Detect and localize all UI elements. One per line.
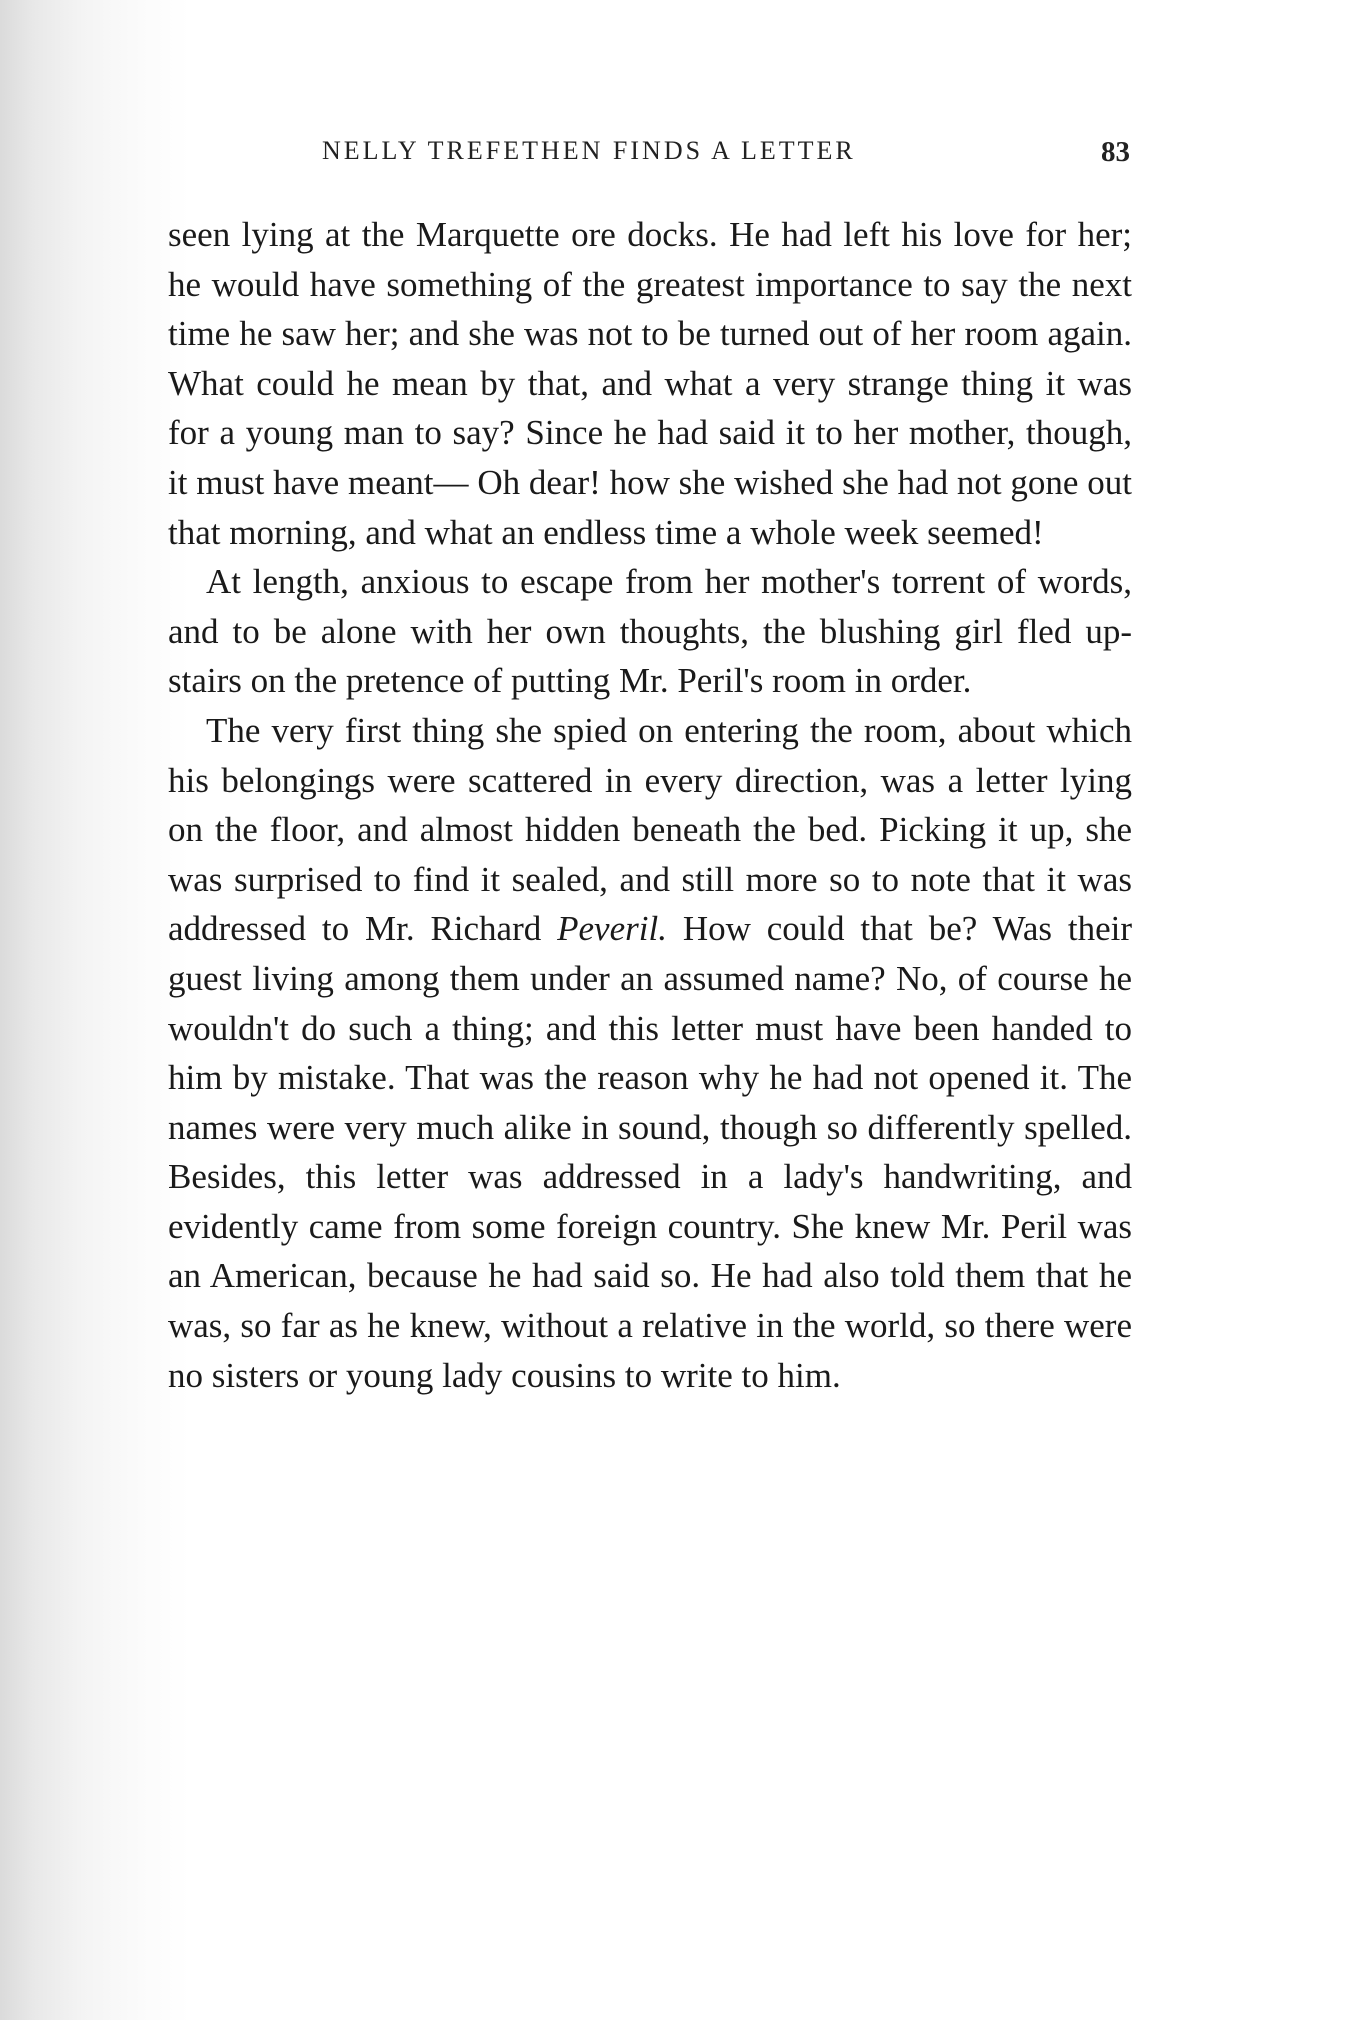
italic-name: Peveril. (557, 909, 667, 949)
scan-gutter-shading (0, 0, 190, 2020)
text-run: At length, anxious to escape from her mother's torrent of words, and to be alone with her own thoughts, the blushing girl fled up-stairs on the pretence of putting Mr. Peril's room in order. (168, 562, 1132, 701)
text-run: How could that be? Was their guest living among them under an assumed name? No, of course he wouldn't do such a thing; and this letter must have been handed to him by mistake. That was the reason why he had not opened it. The names were very much alike in sound, though so differently spelled. Besides, this letter was addressed in a lady's handwriting, and evidently came from some foreign country. She knew Mr. Peril was an American, because he had said so. He had also told them that he was, so far as he knew, without a relative in the world, so there were no sisters or young lady cousins to write to him. (168, 909, 1132, 1395)
text-run: seen lying at the Marquette ore docks. He had left his love for her; he would have something of the greatest importance to say the next time he saw her; and she was not to be turned out of her room again. What could he mean by that, and what a very strange thing it was for a young man to say? Since he had said it to her mother, though, it must have meant— Oh dear! how she wished she had not gone out that morning, and what an endless time a whole week seemed! (168, 215, 1132, 552)
paragraph (168, 706, 1132, 1400)
page-number: 83 (1101, 136, 1130, 168)
paragraph (168, 210, 1132, 557)
running-head (300, 136, 1130, 176)
text-run: The very first thing she spied on entering the room, about which his belongings were scattered in every direction, was a letter lying on the floor, and almost hidden beneath the bed. Picking it up, she was surprised to find it sealed, and still more so to note that it was addressed to Mr. Richard (168, 710, 1132, 949)
paragraph (168, 557, 1132, 706)
running-title: NELLY TREFETHEN FINDS A LETTER (322, 136, 856, 165)
body-text (168, 210, 1132, 1400)
